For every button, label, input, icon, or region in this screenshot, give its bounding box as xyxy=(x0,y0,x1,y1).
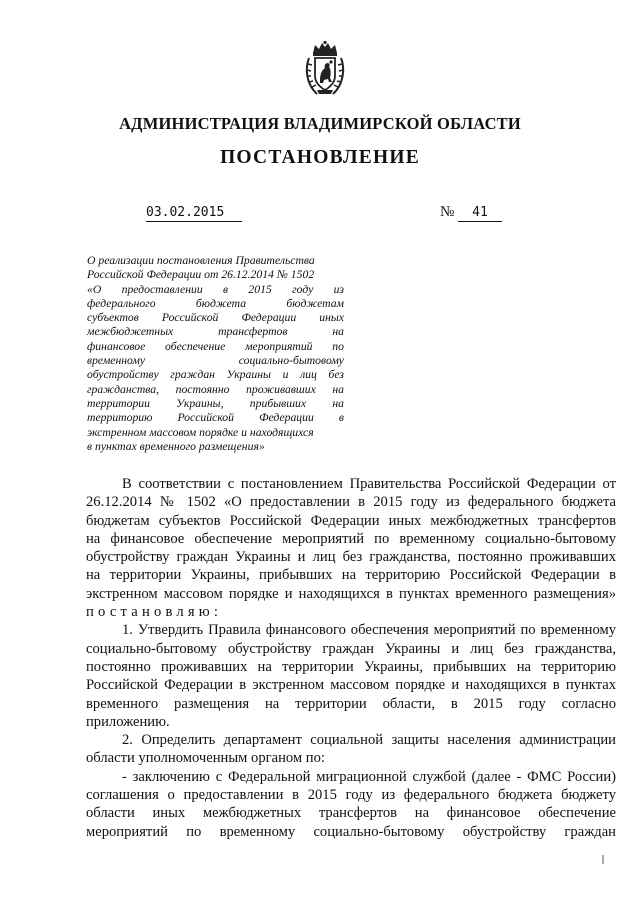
subject-line: территории Украины, прибывших на xyxy=(87,396,344,410)
subject-line: федерального бюджета бюджетам xyxy=(87,296,344,310)
subject-line: финансовое обеспечение мероприятий по xyxy=(87,339,344,353)
coat-of-arms-emblem xyxy=(303,40,347,98)
subject-line: «О предоставлении в 2015 году из xyxy=(87,282,344,296)
subject-line: в пунктах временного размещения» xyxy=(87,439,265,453)
subject-line: временному социально-бытовому xyxy=(87,354,344,368)
body-line: 1. Утвердить Правила финансового обеспечения мероприятий по временному xyxy=(122,622,616,639)
subject-line: территорию Российской Федерации в xyxy=(87,411,344,425)
page-corner-mark xyxy=(600,855,606,865)
subject-line: экстренном массовом порядке и находящихся xyxy=(87,425,314,439)
body-line: 2. Определить департамент социальной защиты населения администрации xyxy=(122,732,616,749)
organization-name: АДМИНИСТРАЦИЯ ВЛАДИМИРСКОЙ ОБЛАСТИ xyxy=(119,114,521,133)
subject-line: Российской Федерации от 26.12.2014 № 1502 xyxy=(87,268,315,282)
body-line: области уполномоченным органом по: xyxy=(86,750,325,767)
subject-line: субъектов Российской Федерации иных xyxy=(87,311,344,325)
body-line: временного размещения на территории области, в 2015 году согласно xyxy=(86,695,616,712)
body-line: приложению. xyxy=(86,713,170,730)
body-line: - заключению с Федеральной миграционной службой (далее - ФМС России) xyxy=(122,768,616,785)
body-line: 26.12.2014 № 1502 «О предоставлении в 2015 году из федерального бюджета xyxy=(86,494,616,511)
body-line: постоянно проживавших на территории Украины, прибывших на территорию xyxy=(86,658,616,675)
document-subject xyxy=(87,254,344,454)
body-line: области иных межбюджетных трансфертов на финансовое обеспечение xyxy=(86,805,616,822)
subject-line: обустройству граждан Украины и лиц без xyxy=(87,368,344,382)
body-line: на финансовое обеспечение мероприятий по временному социально-бытовому xyxy=(86,530,616,547)
body-line: обустройству граждан Украины и лиц без гражданства, постоянно проживавших xyxy=(86,549,616,566)
body-line: бюджетам субъектов Российской Федерации иных межбюджетных трансфертов xyxy=(86,512,616,529)
body-line: социально-бытовому обустройству граждан Украины и лиц без гражданства, xyxy=(86,640,616,657)
document-body xyxy=(86,475,616,841)
body-line: соглашения о предоставлении в 2015 году из федерального бюджета бюджету xyxy=(86,787,616,804)
document-number: 41 xyxy=(458,205,502,222)
subject-line: гражданства, постоянно проживавших на xyxy=(87,382,344,396)
subject-line: О реализации постановления Правительства xyxy=(87,254,315,267)
subject-line: межбюджетных трансфертов на xyxy=(87,325,344,339)
body-line: на территории Украины, прибывших на территорию Российской Федерации в xyxy=(86,567,616,584)
body-line-decree: постановляю: xyxy=(86,604,223,621)
number-label: № xyxy=(440,204,455,220)
body-line: Российской Федерации в экстренном массовом порядке и находящихся в пунктах xyxy=(86,677,616,694)
body-line: В соответствии с постановлением Правительства Российской Федерации от xyxy=(122,476,616,492)
body-line: мероприятий по временному социально-бытовому обустройству граждан xyxy=(86,823,616,840)
body-line: экстренном массовом порядке и находящихся в пунктах временного размещения» xyxy=(86,585,616,602)
document-date: 03.02.2015 xyxy=(146,205,242,222)
document-type-title: ПОСТАНОВЛЕНИЕ xyxy=(220,147,420,168)
